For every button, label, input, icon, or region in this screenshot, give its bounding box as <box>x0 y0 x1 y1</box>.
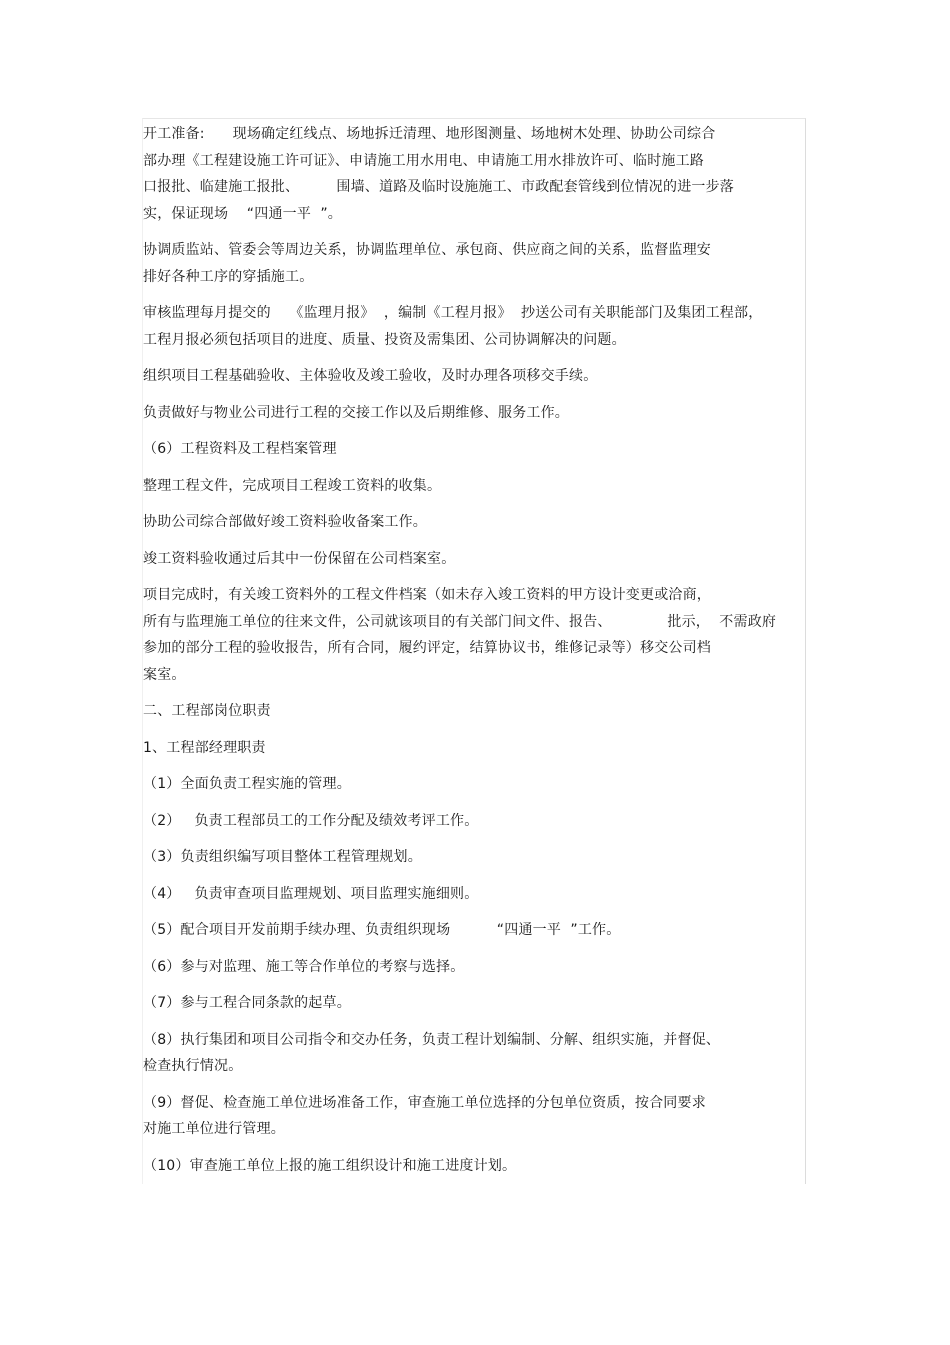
text-line: 整理工程文件，完成项目工程竣工资料的收集。 <box>143 477 442 494</box>
paragraph <box>143 917 808 944</box>
text-line: 1、工程部经理职责 <box>143 739 266 756</box>
text-line: 部办理《工程建设施工许可证》、申请施工用水用电、申请施工用水排放许可、临时施工路 <box>143 152 704 169</box>
paragraph <box>143 509 808 536</box>
text-line: （3）负责组织编写项目整体工程管理规划。 <box>143 849 422 865</box>
text-line: 开工准备: 现场确定红线点、场地拆迁清理、地形图测量、场地树木处理、协助公司综合 <box>143 126 716 142</box>
paragraph <box>143 473 808 500</box>
text-line: 对施工单位进行管理。 <box>143 1121 285 1137</box>
paragraph <box>143 990 808 1017</box>
text-line: （10）审查施工单位上报的施工组织设计和施工进度计划。 <box>143 1157 517 1174</box>
text-line: （9）督促、检查施工单位进场准备工作，审查施工单位选择的分包单位资质，按合同要求 <box>143 1094 706 1111</box>
text-line: （4） 负责审查项目监理规划、项目监理实施细则。 <box>143 885 479 902</box>
text-line: 审核监理每月提交的 《监理月报》 ，编制《工程月报》 抄送公司有关职能部门及集团工程部， <box>143 305 763 321</box>
paragraph <box>143 954 808 981</box>
text-line: 负责做好与物业公司进行工程的交接工作以及后期维修、服务工作。 <box>143 404 569 421</box>
text-line: 排好各种工序的穿插施工。 <box>143 268 314 285</box>
paragraph <box>143 121 808 227</box>
text-line: 组织项目工程基础验收、主体验收及竣工验收，及时办理各项移交手续。 <box>143 368 598 384</box>
paragraph <box>143 363 808 390</box>
paragraph <box>143 400 808 427</box>
text-line: （6）工程资料及工程档案管理 <box>143 441 337 457</box>
document-body <box>143 121 808 1189</box>
paragraph <box>143 844 808 871</box>
text-line: 工程月报必须包括项目的进度、质量、投资及需集团、公司协调解决的问题。 <box>143 331 626 348</box>
paragraph <box>143 1027 808 1080</box>
paragraph <box>143 300 808 353</box>
text-line: 检查执行情况。 <box>143 1058 243 1074</box>
paragraph <box>143 808 808 835</box>
text-line: （2） 负责工程部员工的工作分配及绩效考评工作。 <box>143 812 479 829</box>
paragraph <box>143 1153 808 1180</box>
text-line: （6）参与对监理、施工等合作单位的考察与选择。 <box>143 958 465 975</box>
paragraph <box>143 698 808 725</box>
text-line: 口报批、临建施工报批、 围墙、道路及临时设施施工、市政配套管线到位情况的进一步落 <box>143 179 734 195</box>
paragraph <box>143 436 808 463</box>
text-line: （1）全面负责工程实施的管理。 <box>143 776 351 792</box>
paragraph <box>143 546 808 573</box>
text-line: 实，保证现场 “四通一平 ”。 <box>143 205 343 222</box>
paragraph <box>143 735 808 762</box>
paragraph <box>143 771 808 798</box>
text-line: 协调质监站、管委会等周边关系，协调监理单位、承包商、供应商之间的关系，监督监理安 <box>143 242 711 258</box>
text-line: 参加的部分工程的验收报告，所有合同，履约评定，结算协议书，维修记录等）移交公司档 <box>143 640 711 656</box>
paragraph <box>143 1090 808 1143</box>
paragraph <box>143 582 808 688</box>
text-line: 所有与监理施工单位的往来文件，公司就该项目的有关部门间文件、报告、 批示， 不需政府 <box>143 613 777 630</box>
text-line: （5）配合项目开发前期手续办理、负责组织现场 “四通一平 ”工作。 <box>143 922 621 938</box>
text-line: 协助公司综合部做好竣工资料验收备案工作。 <box>143 514 427 530</box>
paragraph <box>143 237 808 290</box>
text-line: （8）执行集团和项目公司指令和交办任务，负责工程计划编制、分解、组织实施，并督促、 <box>143 1031 721 1048</box>
text-line: 项目完成时，有关竣工资料外的工程文件档案（如未存入竣工资料的甲方设计变更或洽商， <box>143 587 711 603</box>
text-line: （7）参与工程合同条款的起草。 <box>143 995 351 1011</box>
text-line: 二、工程部岗位职责 <box>143 703 271 719</box>
text-line: 案室。 <box>143 666 186 683</box>
text-line: 竣工资料验收通过后其中一份保留在公司档案室。 <box>143 550 456 567</box>
paragraph <box>143 881 808 908</box>
